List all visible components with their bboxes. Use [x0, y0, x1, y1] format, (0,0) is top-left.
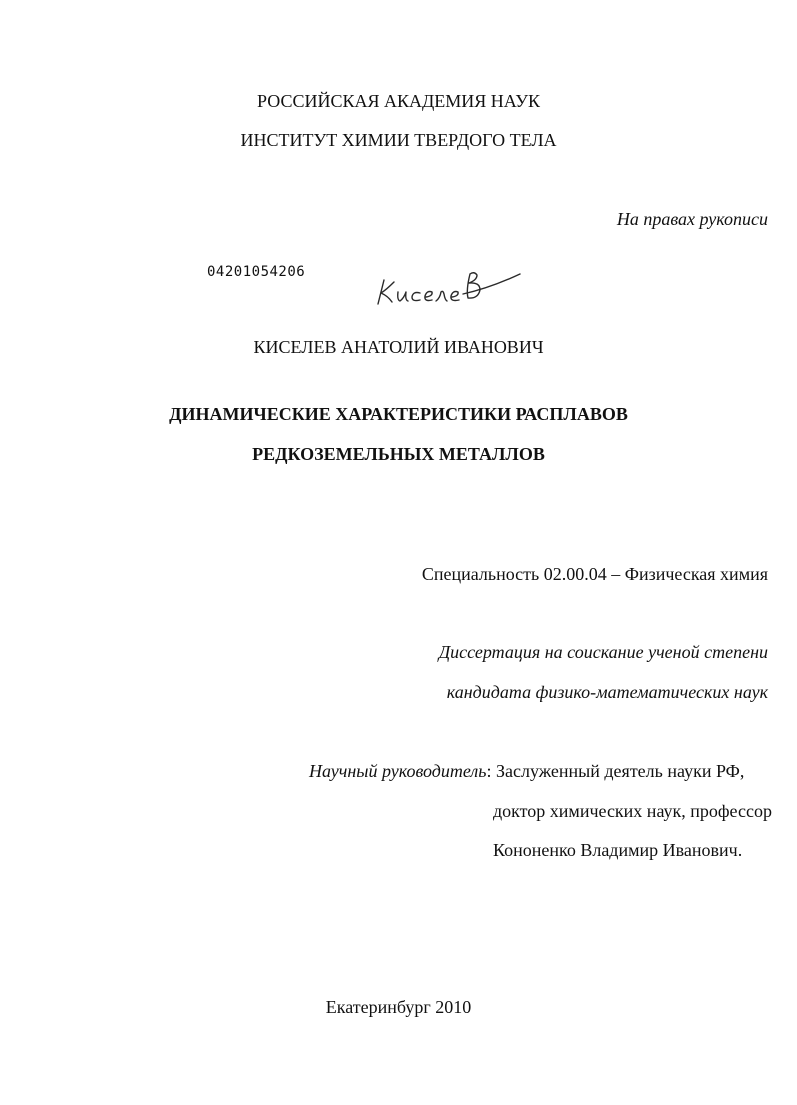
supervisor-name: Кононенко Владимир Иванович.: [493, 840, 743, 860]
thesis-title-line-2: РЕДКОЗЕМЕЛЬНЫХ МЕТАЛЛОВ: [252, 444, 545, 464]
supervisor-degree: доктор химических наук, профессор: [493, 801, 772, 821]
registration-number: 04201054206: [207, 264, 306, 280]
academy-name: РОССИЙСКАЯ АКАДЕМИЯ НАУК: [257, 91, 540, 111]
dissertation-line-1: Диссертация на соискание ученой степени: [438, 642, 768, 662]
thesis-title-line-1: ДИНАМИЧЕСКИЕ ХАРАКТЕРИСТИКИ РАСПЛАВОВ: [169, 404, 628, 424]
dissertation-line-2: кандидата физико-математических наук: [446, 682, 768, 702]
institute-name: ИНСТИТУТ ХИМИИ ТВЕРДОГО ТЕЛА: [240, 130, 557, 150]
handwritten-signature: [370, 268, 530, 313]
supervisor-line-1: [309, 760, 744, 782]
manuscript-note: На правах рукописи: [616, 209, 768, 229]
supervisor-title: : Заслуженный деятель науки РФ,: [486, 761, 745, 781]
supervisor-label: Научный руководитель: [309, 761, 487, 781]
place-year: Екатеринбург 2010: [325, 997, 472, 1017]
author-name: КИСЕЛЕВ АНАТОЛИЙ ИВАНОВИЧ: [253, 337, 544, 357]
specialty: Специальность 02.00.04 – Физическая химия: [421, 564, 768, 584]
